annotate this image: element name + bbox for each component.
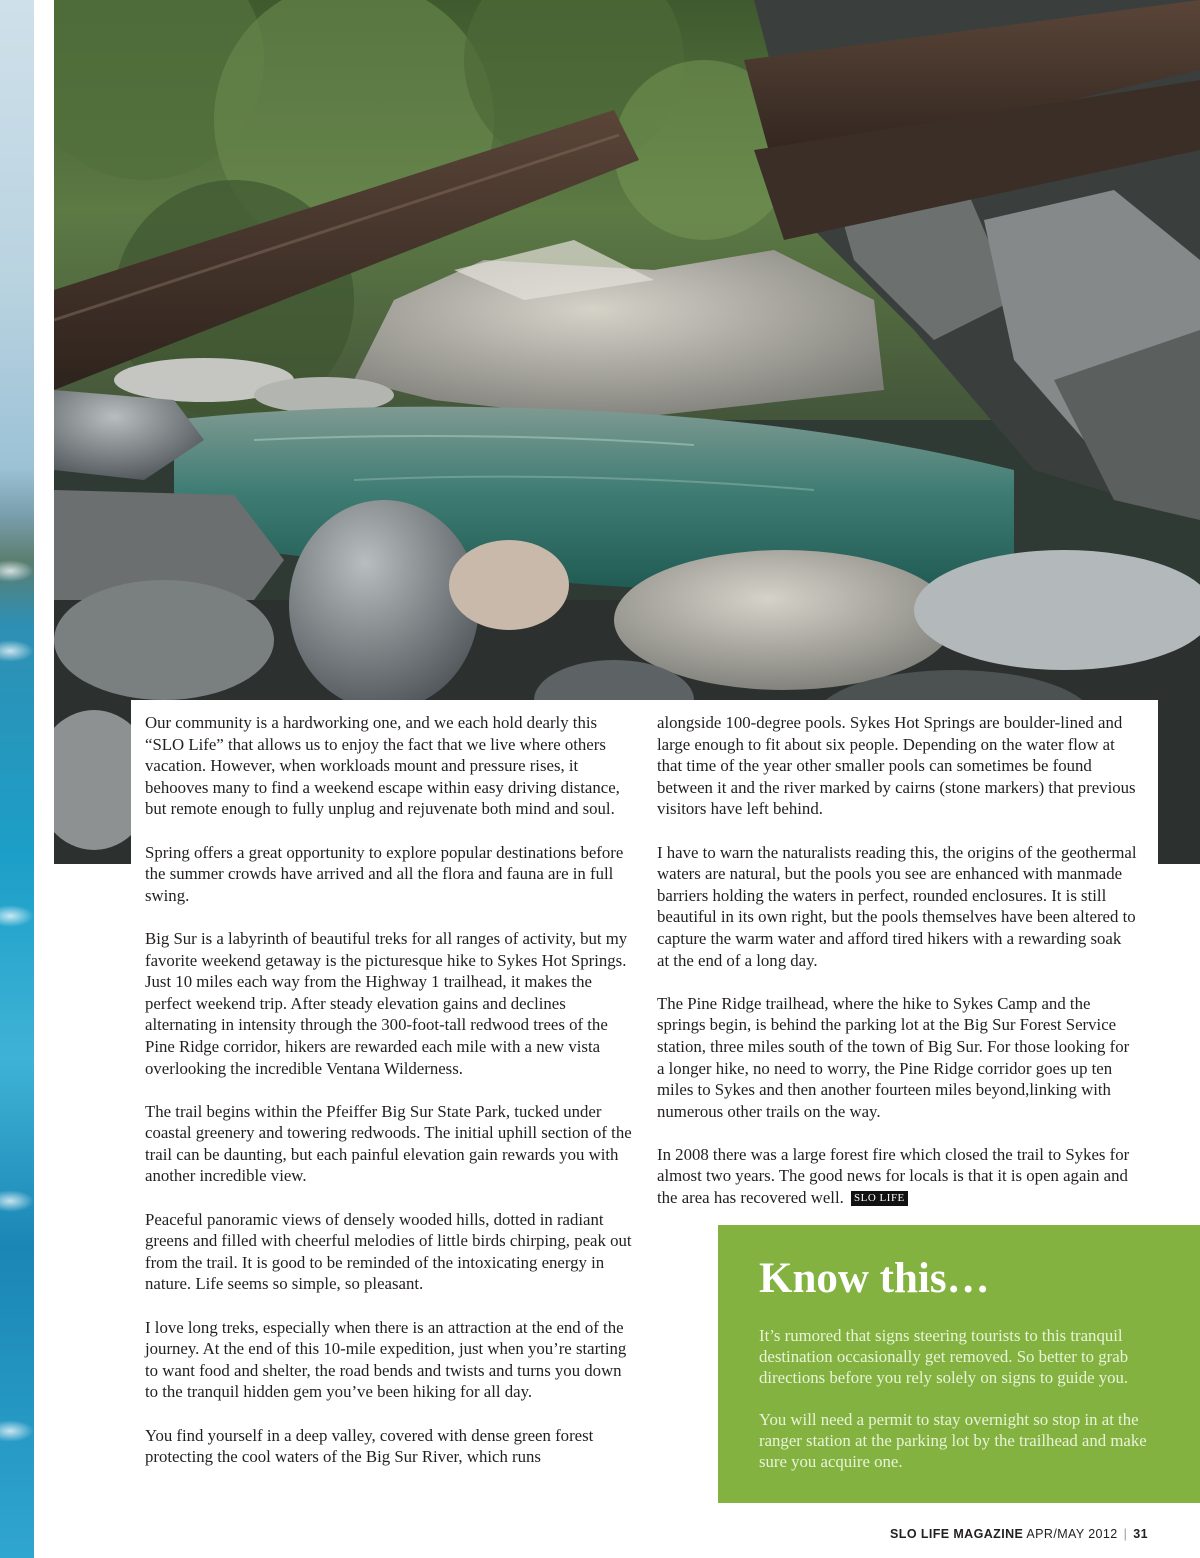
wave-foam xyxy=(0,905,34,927)
wave-foam xyxy=(0,560,34,582)
wave-foam xyxy=(0,1420,34,1442)
magazine-name: SLO LIFE MAGAZINE xyxy=(890,1527,1024,1541)
footer-separator: | xyxy=(1123,1527,1128,1541)
wave-foam xyxy=(0,640,34,662)
sidebar-paragraph: It’s rumored that signs steering tourists to this tranquil destination occasionally get removed. So better to grab directions before you rely solely on signs to guide you. xyxy=(759,1326,1129,1387)
sidebar-paragraph: You will need a permit to stay overnight so stop in at the ranger station at the parking lot by the trailhead and make sure you acquire one. xyxy=(759,1410,1147,1471)
facing-page-ocean-photo xyxy=(0,0,34,1558)
article-paragraph: Big Sur is a labyrinth of beautiful treks for all ranges of activity, but my favorite weekend getaway is the picturesque hike to Sykes Hot Springs. Just 10 miles each way from the Highway 1 trailhead, it makes the perfect weekend trip. After steady elevation gains and declines alternating in intensity through the 300-foot-tall redwood trees of the Pine Ridge corridor, hikers are rewarded each mile with a new vista overlooking the incredible Ventana Wilderness. xyxy=(145,928,628,1078)
article-column-right xyxy=(657,712,1137,1230)
sidebar-title: Know this… xyxy=(759,1255,990,1302)
end-mark-tag: SLO LIFE xyxy=(851,1191,908,1206)
article-paragraph: alongside 100-degree pools. Sykes Hot Springs are boulder-lined and large enough to fit about six people. Depending on the water flow at that time of the year other smaller pools can sometimes be found between it and the river marked by cairns (stone markers) that previous visitors have left behind. xyxy=(657,713,1136,819)
article-paragraph-final xyxy=(657,1144,1137,1209)
article-paragraph: Spring offers a great opportunity to explore popular destinations before the summer crowds have arrived and all the flora and fauna are in full swing. xyxy=(145,842,624,905)
article-paragraph: Peaceful panoramic views of densely wooded hills, dotted in radiant greens and filled with cheerful melodies of little birds chirping, peak out from the trail. It is good to be reminded of the intoxicating energy in nature. Life seems so simple, so pleasant. xyxy=(145,1209,632,1294)
article-paragraph: Our community is a hardworking one, and we each hold dearly this “SLO Life” that allows us to enjoy the fact that we live where others vacation. However, when workloads mount and pressure rises, it behooves many to find a weekend escape within easy driving distance, but remote enough to fully unplug and rejuvenate both mind and soul. xyxy=(145,713,620,819)
page-footer xyxy=(890,1527,1148,1541)
issue-date: APR/MAY 2012 xyxy=(1026,1527,1118,1541)
know-this-sidebar xyxy=(718,1225,1200,1503)
article-paragraph: I love long treks, especially when there is an attraction at the end of the journey. At the end of this 10-mile expedition, just when you’re starting to want food and shelter, the road bends and twists and turns you down to the tranquil hidden gem you’ve been hiking for all day. xyxy=(145,1317,627,1402)
wave-foam xyxy=(0,1190,34,1212)
article-paragraph: The trail begins within the Pfeiffer Big Sur State Park, tucked under coastal greenery and towering redwoods. The initial uphill section of the trail can be daunting, but each painful elevation gain rewards you with another incredible view. xyxy=(145,1101,632,1186)
article-paragraph: The Pine Ridge trailhead, where the hike to Sykes Camp and the springs begin, is behind the parking lot at the Big Sur Forest Service station, three miles south of the town of Big Sur. For those looking for a longer hike, no need to worry, the Pine Ridge corridor goes up ten miles to Sykes and then another fourteen miles beyond,linking with numerous other trails on the way. xyxy=(657,993,1130,1121)
article-column-left xyxy=(145,712,637,1489)
article-paragraph: I have to warn the naturalists reading this, the origins of the geothermal waters are natural, but the pools you see are enhanced with manmade barriers holding the waters in perfect, rounded enclosures. It is still beautiful in its own right, but the pools themselves have been altered to capture the warm water and afford tired hikers with a rewarding soak at the end of a long day. xyxy=(657,842,1137,970)
article-paragraph-text: In 2008 there was a large forest fire which closed the trail to Sykes for almost two years. The good news for locals is that it is open again and the area has recovered well. xyxy=(657,1144,1130,1208)
article-paragraph: You find yourself in a deep valley, covered with dense green forest protecting the cool waters of the Big Sur River, which runs xyxy=(145,1425,594,1467)
page-number: 31 xyxy=(1133,1527,1148,1541)
